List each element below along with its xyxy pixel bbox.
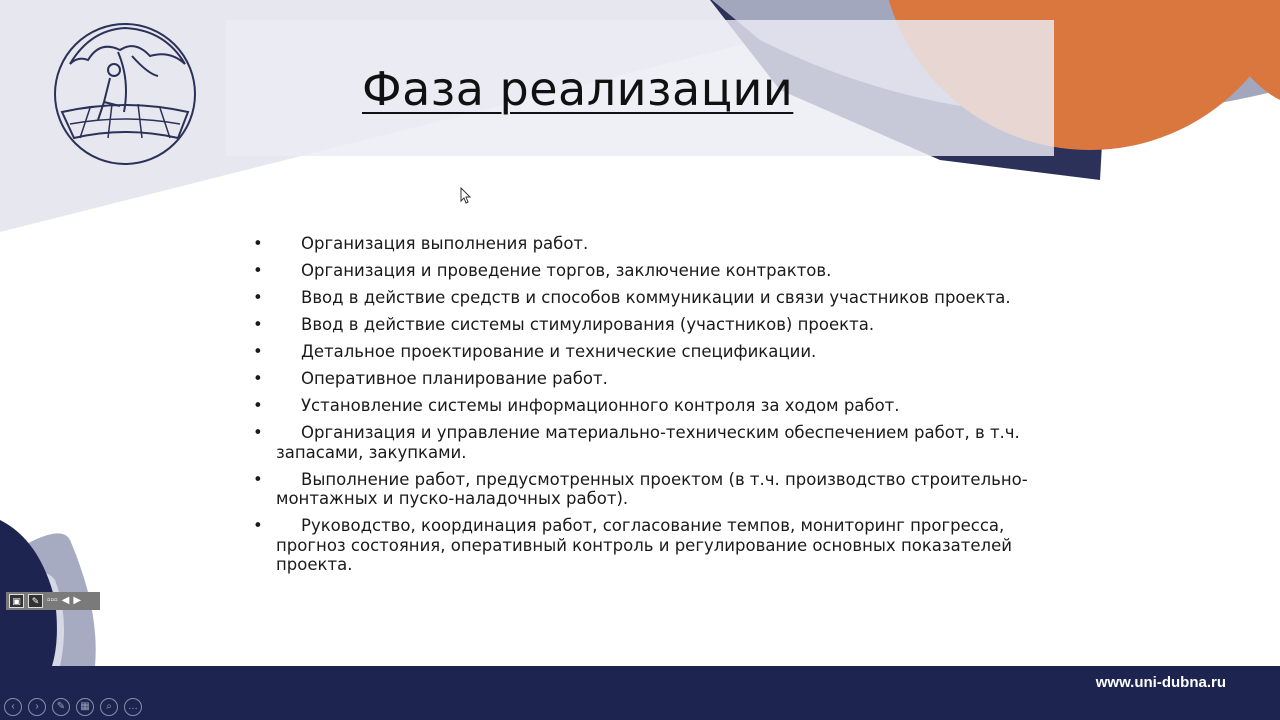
zoom-icon[interactable]: ⌕ [100,698,118,716]
bullet-item: • Руководство, координация работ, согласование темпов, мониторинг прогресса, прогноз состояния, оперативный контроль и регулирование основных показателей проекта. [253,516,1012,574]
more-icon[interactable]: … [124,698,142,716]
mouse-cursor-icon [460,187,472,205]
prev-arrow-icon[interactable]: ◀ [61,595,70,606]
bullet-marker: • [253,342,263,361]
mini-nav-toolbar [6,592,100,610]
university-logo-icon [50,20,200,168]
slides-icon[interactable]: ▦ [76,698,94,716]
footer-url: www.uni-dubna.ru [1095,674,1226,691]
bullet-marker: • [253,369,263,388]
bullet-marker: • [253,288,263,307]
bullet-marker: • [253,261,263,280]
next-arrow-icon[interactable]: ▶ [73,595,82,606]
bullet-item: • Установление системы информационного контроля за ходом работ. [253,396,900,415]
bullet-item: • Ввод в действие средств и способов коммуникации и связи участников проекта. [253,288,1011,307]
slide-title: Фаза реализации [362,62,794,116]
bullet-item: • Детальное проектирование и технические спецификации. [253,342,817,361]
bullet-item: • Организация и управление материально-техническим обеспечением работ, в т.ч. запасами, закупками. [253,423,1020,462]
pen-icon[interactable]: ✎ [28,594,43,608]
bullet-item: • Ввод в действие системы стимулирования (участников) проекта. [253,315,875,334]
bullet-item: • Оперативное планирование работ. [253,369,608,388]
bullet-item: • Выполнение работ, предусмотренных проектом (в т.ч. производство строительно-монтажных и пуско-наладочных работ). [253,469,1028,508]
presenter-toolbar [4,698,142,718]
bullet-marker: • [253,315,263,334]
pen-icon[interactable]: ✎ [52,698,70,716]
menu-icon[interactable]: ▫▫▫ [47,595,58,606]
bullet-item: • Организация выполнения работ. [253,234,589,253]
footer-bar [0,666,1280,720]
bullet-list [253,234,1063,582]
next-icon[interactable]: › [28,698,46,716]
bullet-item: • Организация и проведение торгов, заключение контрактов. [253,261,832,280]
bullet-marker: • [253,516,263,535]
bullet-marker: • [253,396,263,415]
bullet-marker: • [253,423,263,442]
bullet-marker: • [253,469,263,489]
bullet-marker: • [253,234,263,253]
prev-icon[interactable]: ‹ [4,698,22,716]
screen-icon[interactable]: ▣ [9,594,24,608]
